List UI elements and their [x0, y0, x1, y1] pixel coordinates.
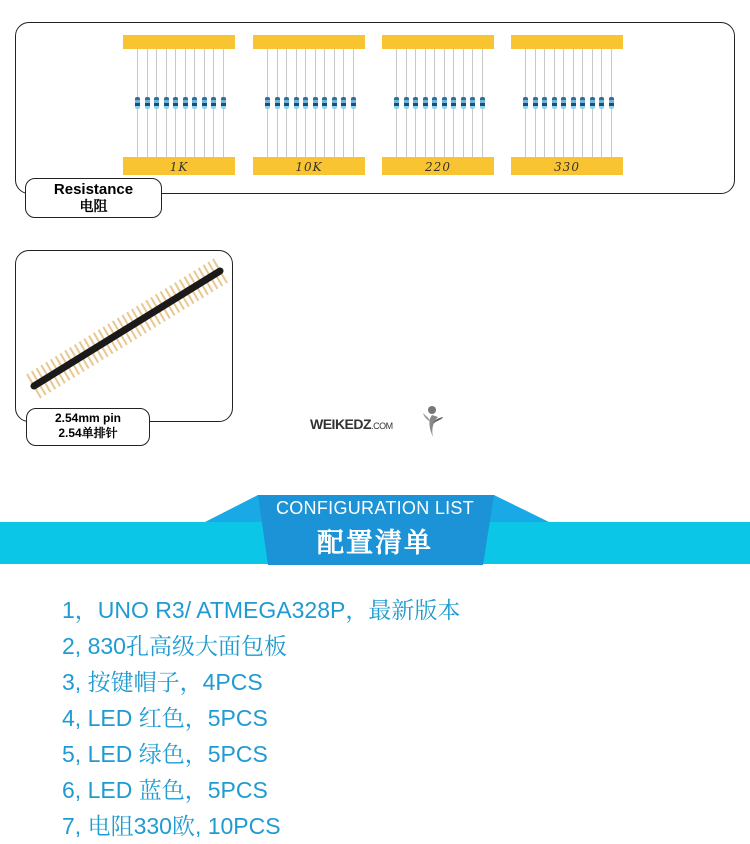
config-item: 5, LED 绿色，5PCS: [62, 741, 268, 767]
resistor-body: [523, 97, 528, 109]
resistance-label: [25, 178, 162, 218]
config-title-cn: 配置清单: [317, 528, 433, 558]
resistor-body: [322, 97, 327, 109]
config-item: 6, LED 蓝色，5PCS: [62, 777, 268, 803]
resistor-body: [561, 97, 566, 109]
resistor-body: [404, 97, 409, 109]
resistor-body: [145, 97, 150, 109]
resistor-body: [533, 97, 538, 109]
pin-label-cn: 2.54单排针: [58, 426, 118, 440]
resistor-body: [413, 97, 418, 109]
pin-header-image: [16, 251, 232, 421]
resistor-strip: [253, 35, 365, 175]
tape-top: [511, 35, 623, 49]
resistor-body: [135, 97, 140, 109]
resistor-body: [609, 97, 614, 109]
config-item: 3, 按键帽子，4PCS: [62, 669, 263, 695]
resistor-body: [461, 97, 466, 109]
resistor-body: [303, 97, 308, 109]
resistor-body: [571, 97, 576, 109]
config-item: 4, LED 红色，5PCS: [62, 705, 268, 731]
resistor-body: [183, 97, 188, 109]
resistor-strip: [123, 35, 235, 175]
tape-top: [382, 35, 494, 49]
resistor-body: [275, 97, 280, 109]
resistor-body: [432, 97, 437, 109]
resistor-body: [211, 97, 216, 109]
tape-top: [253, 35, 365, 49]
resistor-strip: [511, 35, 623, 175]
logo-main: WEIKEDZ: [310, 416, 372, 432]
resistor-body: [423, 97, 428, 109]
pin-header-photo-panel: [15, 250, 233, 422]
strip-handwritten-note: 330: [554, 160, 580, 174]
resistor-body: [341, 97, 346, 109]
resistor-body: [332, 97, 337, 109]
pin-header-label: [26, 408, 150, 446]
tape-top: [123, 35, 235, 49]
logo-text: [310, 416, 393, 432]
resistor-strip: [382, 35, 494, 175]
resistor-body: [294, 97, 299, 109]
resistor-body: [442, 97, 447, 109]
resistor-body: [552, 97, 557, 109]
resistor-body: [542, 97, 547, 109]
plant-figure-icon: [422, 404, 444, 438]
logo-suffix: .COM: [371, 421, 393, 431]
config-item: 7, 电阻330欧, 10PCS: [62, 813, 281, 839]
strip-handwritten-note: 10K: [295, 160, 323, 174]
resistor-body: [202, 97, 207, 109]
strip-handwritten-note: 1K: [169, 160, 189, 174]
resistor-body: [164, 97, 169, 109]
resistor-body: [192, 97, 197, 109]
resistor-body: [580, 97, 585, 109]
config-item: 2, 830孔高级大面包板: [62, 633, 287, 659]
config-item: 1，UNO R3/ ATMEGA328P，最新版本: [62, 597, 461, 623]
resistor-body: [451, 97, 456, 109]
resistor-body: [154, 97, 159, 109]
resistor-body: [470, 97, 475, 109]
strip-handwritten-note: 220: [425, 160, 451, 174]
resistor-body: [599, 97, 604, 109]
resistor-body: [480, 97, 485, 109]
pin-label-en: 2.54mm pin: [54, 411, 122, 425]
resistor-body: [173, 97, 178, 109]
resistor-body: [313, 97, 318, 109]
resistor-body: [351, 97, 356, 109]
resistor-body: [221, 97, 226, 109]
resistor-body: [590, 97, 595, 109]
config-list: [62, 592, 460, 844]
resistor-body: [265, 97, 270, 109]
resistance-label-cn: 电阻: [79, 198, 108, 214]
resistance-label-en: Resistance: [53, 181, 134, 198]
resistor-body: [394, 97, 399, 109]
resistor-body: [284, 97, 289, 109]
config-title-en: CONFIGURATION LIST: [275, 498, 475, 518]
